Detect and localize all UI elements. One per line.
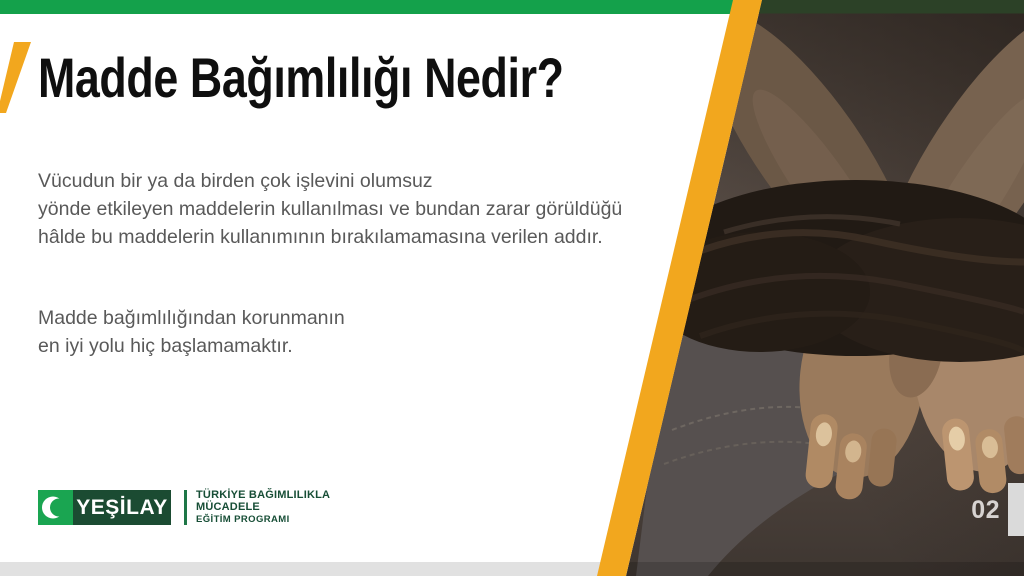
body-paragraph-definition: [38, 167, 622, 251]
program-line: MÜCADELE: [196, 500, 260, 513]
yesilay-logo: [38, 490, 330, 525]
body-line: Vücudun bir ya da birden çok işlevini olumsuz: [38, 170, 433, 192]
slide-title: Madde Bağımlılığı Nedir?: [38, 46, 564, 109]
brand-wordmark: [73, 490, 171, 525]
top-green-bar: [0, 0, 748, 14]
program-line: EĞİTİM PROGRAMI: [196, 514, 290, 525]
right-edge-tab: [1008, 483, 1024, 536]
left-orange-accent: [0, 0, 40, 120]
body-line: yönde etkileyen maddelerin kullanılması ve bundan zarar görüldüğü: [38, 198, 623, 220]
body-line: Madde bağımlılığından korunmanın: [38, 307, 345, 329]
program-name: [196, 490, 330, 525]
crescent-icon: [38, 490, 73, 525]
body-line: hâlde bu maddelerin kullanımının bırakılamamasına verilen addır.: [38, 226, 603, 248]
body-paragraph-prevention: [38, 304, 345, 360]
body-line: en iyi yolu hiç başlamamaktır.: [38, 335, 293, 357]
brand-name: YEŞİLAY: [76, 495, 168, 519]
program-line: TÜRKİYE BAĞIMLILIKLA: [196, 489, 331, 501]
page-number: 02: [971, 496, 1000, 524]
footer-gray-bar: [0, 562, 602, 576]
logo-divider: [184, 490, 187, 525]
